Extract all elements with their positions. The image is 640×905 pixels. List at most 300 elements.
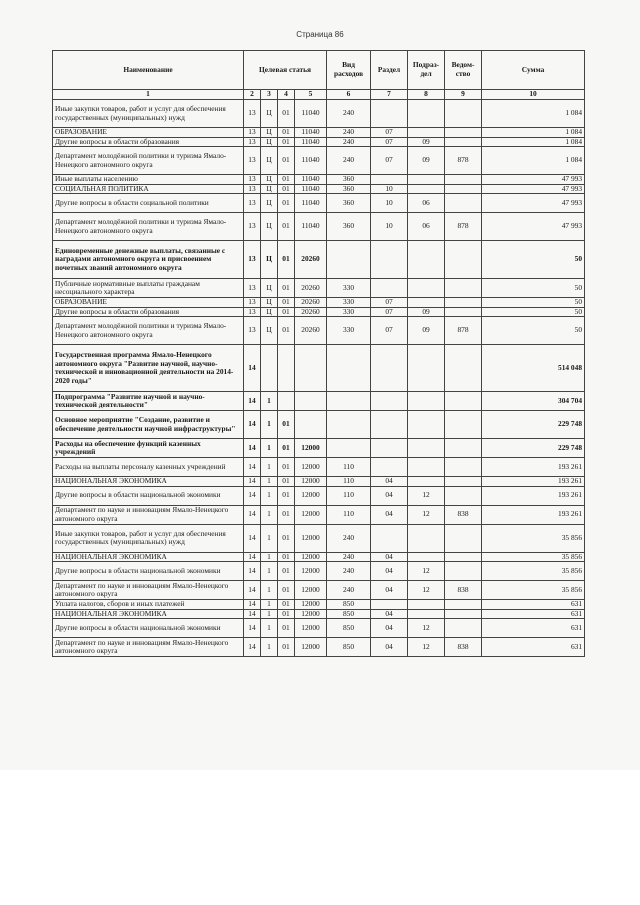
target-code-direction: 11040 [295, 184, 327, 194]
department-code [445, 184, 482, 194]
expense-type [327, 241, 371, 279]
expense-type: 360 [327, 213, 371, 241]
target-code-direction [295, 345, 327, 392]
index-cell: 9 [445, 90, 482, 100]
subsection [408, 100, 445, 128]
subsection [408, 600, 445, 610]
subsection [408, 345, 445, 392]
department-code: 838 [445, 505, 482, 524]
subsection [408, 477, 445, 487]
row-name: Расходы на выплаты персоналу казенных учреждений [53, 458, 244, 477]
subsection [408, 184, 445, 194]
target-code-program: 14 [244, 486, 261, 505]
row-name: Единовременные денежные выплаты, связанные с наградами автономного округа и присвоением почетных званий автономного округа [53, 241, 244, 279]
target-code-program: 13 [244, 279, 261, 298]
department-code [445, 137, 482, 147]
row-name: Другие вопросы в области образования [53, 307, 244, 317]
subsection [408, 609, 445, 619]
row-name: СОЦИАЛЬНАЯ ПОЛИТИКА [53, 184, 244, 194]
target-code-program: 13 [244, 298, 261, 308]
target-code-program: 14 [244, 562, 261, 581]
table-row [53, 392, 585, 411]
target-code-subprogram: 1 [261, 524, 278, 552]
target-code-event: 01 [278, 175, 295, 185]
amount: 514 048 [482, 345, 585, 392]
row-name: Публичные нормативные выплаты гражданам несоциального характера [53, 279, 244, 298]
target-code-direction: 20260 [295, 307, 327, 317]
expense-type: 240 [327, 524, 371, 552]
index-cell: 10 [482, 90, 585, 100]
target-code-event: 01 [278, 194, 295, 213]
target-code-subprogram: Ц [261, 100, 278, 128]
department-code: 878 [445, 147, 482, 175]
table-row [53, 137, 585, 147]
subsection [408, 128, 445, 138]
target-code-event: 01 [278, 147, 295, 175]
amount: 229 748 [482, 439, 585, 458]
expense-type: 850 [327, 638, 371, 657]
budget-table [52, 50, 585, 657]
target-code-event: 01 [278, 581, 295, 600]
department-code [445, 552, 482, 562]
target-code-event: 01 [278, 241, 295, 279]
department-code [445, 345, 482, 392]
target-code-direction: 20260 [295, 317, 327, 345]
table-row [53, 317, 585, 345]
department-code [445, 486, 482, 505]
target-code-subprogram: Ц [261, 194, 278, 213]
section: 07 [371, 147, 408, 175]
department-code [445, 562, 482, 581]
amount: 631 [482, 619, 585, 638]
index-cell: 4 [278, 90, 295, 100]
target-code-direction: 12000 [295, 638, 327, 657]
table-row [53, 477, 585, 487]
row-name: НАЦИОНАЛЬНАЯ ЭКОНОМИКА [53, 552, 244, 562]
amount: 631 [482, 609, 585, 619]
target-code-event: 01 [278, 477, 295, 487]
department-code [445, 477, 482, 487]
row-name: Подпрограмма "Развитие научной и научно-технической деятельности" [53, 392, 244, 411]
amount: 47 993 [482, 184, 585, 194]
target-code-direction: 12000 [295, 619, 327, 638]
subsection [408, 552, 445, 562]
expense-type: 360 [327, 175, 371, 185]
department-code [445, 175, 482, 185]
target-code-subprogram: 1 [261, 581, 278, 600]
section: 04 [371, 486, 408, 505]
target-code-subprogram: 1 [261, 505, 278, 524]
expense-type: 240 [327, 147, 371, 175]
target-code-direction: 12000 [295, 600, 327, 610]
target-code-program: 14 [244, 345, 261, 392]
target-code-direction: 12000 [295, 477, 327, 487]
expense-type: 850 [327, 619, 371, 638]
target-code-subprogram: Ц [261, 241, 278, 279]
section: 04 [371, 552, 408, 562]
department-code [445, 600, 482, 610]
row-name: Уплата налогов, сборов и иных платежей [53, 600, 244, 610]
department-code [445, 298, 482, 308]
target-code-event [278, 345, 295, 392]
target-code-direction: 11040 [295, 175, 327, 185]
amount: 47 993 [482, 175, 585, 185]
target-code-subprogram: 1 [261, 638, 278, 657]
target-code-event: 01 [278, 411, 295, 439]
amount: 50 [482, 317, 585, 345]
table-row [53, 609, 585, 619]
table-row [53, 184, 585, 194]
expense-type: 330 [327, 307, 371, 317]
header-vedomstvo: Ведом-ство [445, 51, 482, 90]
target-code-direction: 11040 [295, 213, 327, 241]
header-vid: Вид расходов [327, 51, 371, 90]
department-code [445, 241, 482, 279]
department-code [445, 392, 482, 411]
target-code-program: 14 [244, 439, 261, 458]
row-name: Другие вопросы в области национальной экономики [53, 619, 244, 638]
expense-type: 240 [327, 562, 371, 581]
amount: 35 856 [482, 581, 585, 600]
subsection: 09 [408, 147, 445, 175]
expense-type: 240 [327, 100, 371, 128]
target-code-program: 14 [244, 392, 261, 411]
section [371, 241, 408, 279]
section: 04 [371, 562, 408, 581]
department-code [445, 609, 482, 619]
expense-type: 240 [327, 581, 371, 600]
target-code-subprogram: 1 [261, 439, 278, 458]
amount: 50 [482, 307, 585, 317]
amount: 631 [482, 638, 585, 657]
subsection [408, 279, 445, 298]
target-code-event: 01 [278, 638, 295, 657]
target-code-program: 13 [244, 128, 261, 138]
subsection: 12 [408, 581, 445, 600]
department-code [445, 307, 482, 317]
target-code-subprogram: Ц [261, 184, 278, 194]
target-code-program: 14 [244, 581, 261, 600]
department-code [445, 128, 482, 138]
target-code-direction: 11040 [295, 137, 327, 147]
row-name: Департамент по науке и инновациям Ямало-Ненецкого автономного округа [53, 581, 244, 600]
subsection: 12 [408, 486, 445, 505]
section [371, 524, 408, 552]
index-cell: 2 [244, 90, 261, 100]
department-code [445, 279, 482, 298]
target-code-program: 14 [244, 411, 261, 439]
target-code-direction: 11040 [295, 194, 327, 213]
target-code-direction: 20260 [295, 298, 327, 308]
target-code-direction: 12000 [295, 552, 327, 562]
target-code-direction [295, 411, 327, 439]
expense-type: 240 [327, 137, 371, 147]
amount: 193 261 [482, 458, 585, 477]
expense-type [327, 411, 371, 439]
amount: 35 856 [482, 524, 585, 552]
row-name: Другие вопросы в области национальной экономики [53, 562, 244, 581]
row-name: Расходы на обеспечение функций казенных учреждений [53, 439, 244, 458]
amount: 229 748 [482, 411, 585, 439]
section [371, 600, 408, 610]
row-name: Департамент молодёжной политики и туризма Ямало-Ненецкого автономного округа [53, 213, 244, 241]
row-name: Департамент по науке и инновациям Ямало-Ненецкого автономного округа [53, 505, 244, 524]
table-row [53, 345, 585, 392]
amount: 50 [482, 298, 585, 308]
section: 07 [371, 317, 408, 345]
target-code-event: 01 [278, 524, 295, 552]
row-name: ОБРАЗОВАНИЕ [53, 298, 244, 308]
subsection: 09 [408, 137, 445, 147]
subsection: 12 [408, 638, 445, 657]
row-name: Другие вопросы в области образования [53, 137, 244, 147]
target-code-direction: 12000 [295, 505, 327, 524]
department-code: 878 [445, 317, 482, 345]
table-row [53, 552, 585, 562]
target-code-event: 01 [278, 317, 295, 345]
expense-type: 110 [327, 458, 371, 477]
section: 10 [371, 213, 408, 241]
section [371, 100, 408, 128]
target-code-program: 14 [244, 552, 261, 562]
subsection [408, 241, 445, 279]
table-row [53, 439, 585, 458]
expense-type: 240 [327, 128, 371, 138]
row-name: Департамент молодёжной политики и туризма Ямало-Ненецкого автономного округа [53, 147, 244, 175]
target-code-event: 01 [278, 137, 295, 147]
expense-type [327, 392, 371, 411]
expense-type: 850 [327, 600, 371, 610]
section: 04 [371, 477, 408, 487]
target-code-event: 01 [278, 298, 295, 308]
department-code [445, 524, 482, 552]
table-row [53, 486, 585, 505]
target-code-subprogram [261, 345, 278, 392]
expense-type: 330 [327, 279, 371, 298]
subsection [408, 524, 445, 552]
section [371, 345, 408, 392]
section [371, 458, 408, 477]
header-razdel: Раздел [371, 51, 408, 90]
target-code-subprogram: Ц [261, 279, 278, 298]
target-code-direction: 12000 [295, 486, 327, 505]
target-code-direction [295, 392, 327, 411]
target-code-program: 14 [244, 600, 261, 610]
amount: 50 [482, 279, 585, 298]
index-cell: 5 [295, 90, 327, 100]
amount: 193 261 [482, 477, 585, 487]
section: 07 [371, 128, 408, 138]
header-target: Целевая статья [244, 51, 327, 90]
expense-type: 360 [327, 184, 371, 194]
expense-type: 330 [327, 317, 371, 345]
target-code-event: 01 [278, 619, 295, 638]
section: 04 [371, 581, 408, 600]
target-code-event: 01 [278, 562, 295, 581]
table-row [53, 562, 585, 581]
subsection: 09 [408, 307, 445, 317]
row-name: Основное мероприятие "Создание, развитие и обеспечение деятельности научной инфраструктуры" [53, 411, 244, 439]
section: 07 [371, 298, 408, 308]
target-code-program: 13 [244, 241, 261, 279]
subsection: 12 [408, 562, 445, 581]
expense-type [327, 439, 371, 458]
target-code-program: 13 [244, 147, 261, 175]
target-code-program: 14 [244, 505, 261, 524]
target-code-subprogram: 1 [261, 562, 278, 581]
target-code-program: 13 [244, 175, 261, 185]
subsection: 12 [408, 505, 445, 524]
amount: 50 [482, 241, 585, 279]
target-code-subprogram: 1 [261, 411, 278, 439]
index-cell: 7 [371, 90, 408, 100]
subsection: 09 [408, 317, 445, 345]
table-row [53, 100, 585, 128]
section: 04 [371, 638, 408, 657]
row-name: Другие вопросы в области социальной политики [53, 194, 244, 213]
department-code: 838 [445, 581, 482, 600]
target-code-direction: 12000 [295, 524, 327, 552]
row-name: ОБРАЗОВАНИЕ [53, 128, 244, 138]
column-index-row [53, 90, 585, 100]
section: 10 [371, 194, 408, 213]
row-name: НАЦИОНАЛЬНАЯ ЭКОНОМИКА [53, 609, 244, 619]
section: 04 [371, 619, 408, 638]
target-code-direction: 12000 [295, 562, 327, 581]
target-code-subprogram: Ц [261, 298, 278, 308]
row-name: Другие вопросы в области национальной экономики [53, 486, 244, 505]
table-row [53, 175, 585, 185]
amount: 193 261 [482, 486, 585, 505]
department-code: 878 [445, 213, 482, 241]
target-code-event: 01 [278, 279, 295, 298]
table-row [53, 307, 585, 317]
expense-type: 110 [327, 477, 371, 487]
target-code-direction: 11040 [295, 100, 327, 128]
target-code-program: 13 [244, 184, 261, 194]
expense-type: 330 [327, 298, 371, 308]
amount: 304 704 [482, 392, 585, 411]
row-name: Департамент молодёжной политики и туризма Ямало-Ненецкого автономного округа [53, 317, 244, 345]
target-code-event: 01 [278, 213, 295, 241]
header-summa: Сумма [482, 51, 585, 90]
department-code [445, 411, 482, 439]
table-row [53, 147, 585, 175]
amount: 631 [482, 600, 585, 610]
section [371, 175, 408, 185]
target-code-subprogram: Ц [261, 137, 278, 147]
department-code [445, 194, 482, 213]
index-cell: 6 [327, 90, 371, 100]
amount: 47 993 [482, 213, 585, 241]
target-code-event: 01 [278, 600, 295, 610]
section: 07 [371, 307, 408, 317]
subsection: 06 [408, 213, 445, 241]
target-code-subprogram: 1 [261, 486, 278, 505]
target-code-event [278, 392, 295, 411]
target-code-direction: 12000 [295, 581, 327, 600]
subsection [408, 392, 445, 411]
target-code-subprogram: Ц [261, 317, 278, 345]
department-code [445, 619, 482, 638]
section [371, 439, 408, 458]
table-row [53, 213, 585, 241]
target-code-direction: 12000 [295, 439, 327, 458]
table-row [53, 241, 585, 279]
target-code-subprogram: 1 [261, 392, 278, 411]
section: 10 [371, 184, 408, 194]
amount: 35 856 [482, 552, 585, 562]
target-code-event: 01 [278, 552, 295, 562]
subsection [408, 175, 445, 185]
expense-type: 360 [327, 194, 371, 213]
section [371, 411, 408, 439]
target-code-program: 13 [244, 194, 261, 213]
target-code-event: 01 [278, 458, 295, 477]
table-row [53, 298, 585, 308]
department-code [445, 458, 482, 477]
target-code-program: 13 [244, 307, 261, 317]
target-code-program: 13 [244, 213, 261, 241]
row-name: Государственная программа Ямало-Ненецкого автономного округа "Развитие научной, научно-технической и инновационной деятельности на 2014-2020 годы" [53, 345, 244, 392]
table-row [53, 279, 585, 298]
row-name: Департамент по науке и инновациям Ямало-Ненецкого автономного округа [53, 638, 244, 657]
target-code-direction: 20260 [295, 279, 327, 298]
row-name: НАЦИОНАЛЬНАЯ ЭКОНОМИКА [53, 477, 244, 487]
target-code-event: 01 [278, 486, 295, 505]
amount: 47 993 [482, 194, 585, 213]
amount: 1 084 [482, 147, 585, 175]
amount: 1 084 [482, 128, 585, 138]
target-code-program: 14 [244, 524, 261, 552]
target-code-program: 13 [244, 100, 261, 128]
table-row [53, 411, 585, 439]
target-code-event: 01 [278, 128, 295, 138]
expense-type: 240 [327, 552, 371, 562]
target-code-subprogram: Ц [261, 175, 278, 185]
target-code-subprogram: Ц [261, 213, 278, 241]
target-code-direction: 12000 [295, 609, 327, 619]
target-code-program: 13 [244, 137, 261, 147]
table-row [53, 458, 585, 477]
row-name: Иные закупки товаров, работ и услуг для обеспечения государственных (муниципальных) нужд [53, 100, 244, 128]
subsection [408, 411, 445, 439]
table-row [53, 194, 585, 213]
department-code [445, 100, 482, 128]
target-code-direction: 20260 [295, 241, 327, 279]
target-code-program: 14 [244, 638, 261, 657]
table-row [53, 505, 585, 524]
index-cell: 1 [53, 90, 244, 100]
row-name: Иные выплаты населению [53, 175, 244, 185]
target-code-program: 14 [244, 609, 261, 619]
department-code: 838 [445, 638, 482, 657]
table-row [53, 524, 585, 552]
section [371, 392, 408, 411]
target-code-program: 14 [244, 458, 261, 477]
target-code-program: 13 [244, 317, 261, 345]
index-cell: 3 [261, 90, 278, 100]
target-code-event: 01 [278, 100, 295, 128]
row-name: Иные закупки товаров, работ и услуг для обеспечения государственных (муниципальных) нужд [53, 524, 244, 552]
table-row [53, 619, 585, 638]
subsection: 12 [408, 619, 445, 638]
expense-type: 110 [327, 505, 371, 524]
target-code-subprogram: Ц [261, 128, 278, 138]
section: 04 [371, 609, 408, 619]
table-row [53, 581, 585, 600]
target-code-subprogram: 1 [261, 458, 278, 477]
